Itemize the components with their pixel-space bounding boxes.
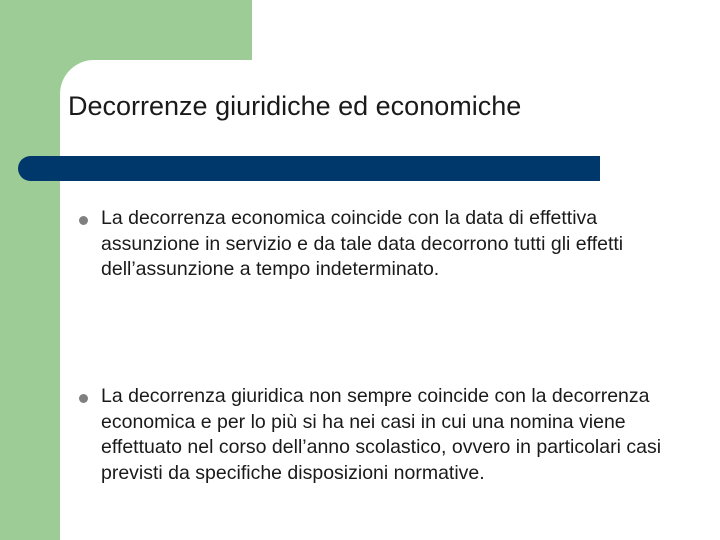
bullet-text: La decorrenza economica coincide con la data di effettiva assunzione in servizio e da tale data decorrono tutti gli effetti dell’assunzione a tempo indeterminato. (101, 207, 624, 280)
slide-title: Decorrenze giuridiche ed economiche (68, 91, 522, 121)
bullet-dot-icon (79, 216, 88, 225)
bullet-dot-icon (79, 394, 88, 403)
bullet-text: La decorrenza giuridica non sempre coincide con la decorrenza economica e per lo più si ha nei casi in cui una nomina viene effettuato nel corso dell’anno scolastico, ovvero in particolari casi previsti da specifiche disposizioni normative. (101, 385, 662, 484)
title-divider-bar (18, 156, 600, 181)
